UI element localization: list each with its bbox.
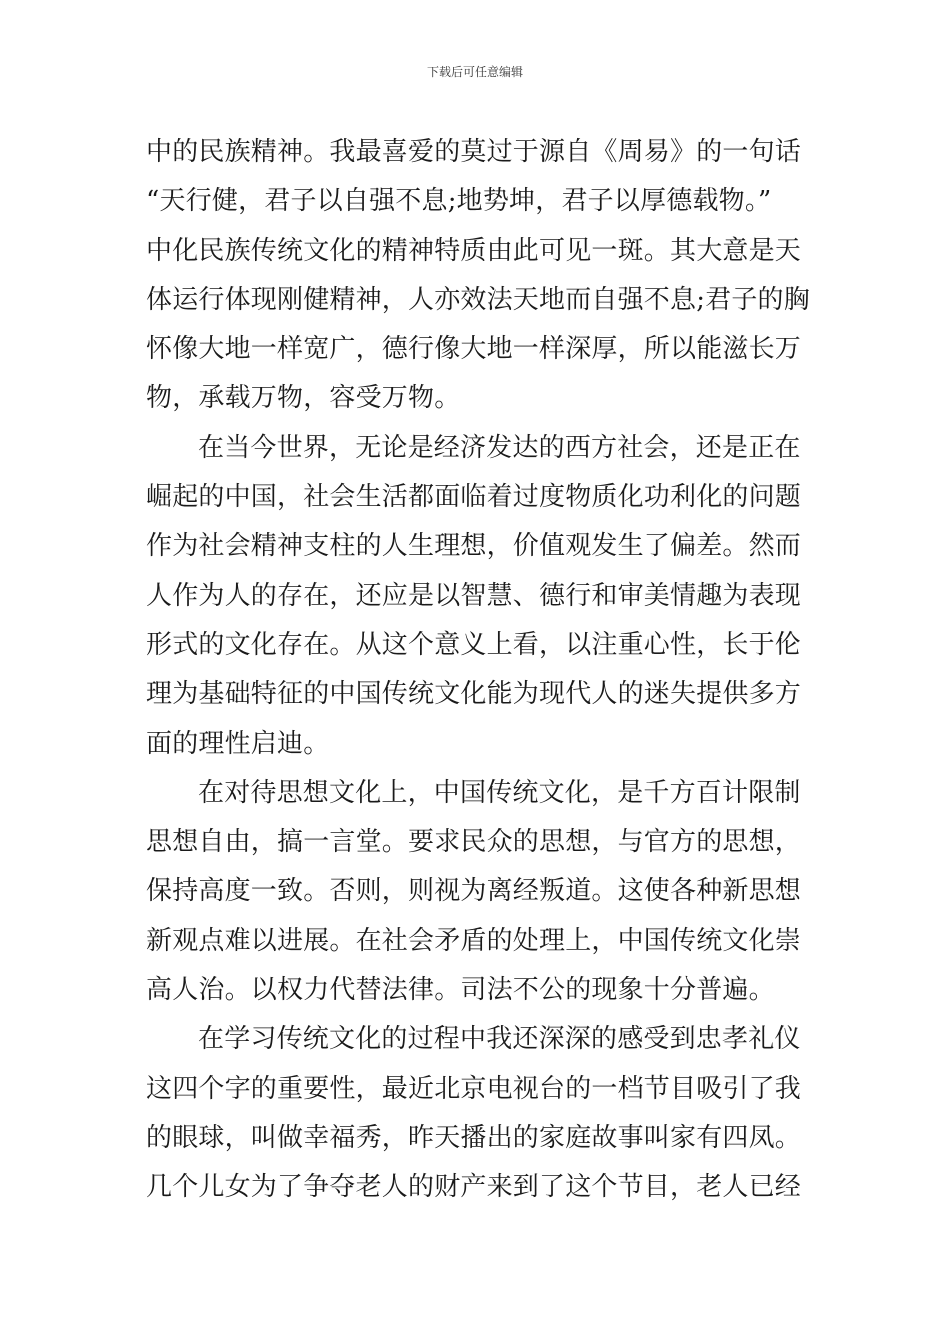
page-header: 下载后可任意编辑 [426, 65, 523, 79]
text-line: 中化民族传统文化的精神特质由此可见一斑。其大意是天 [146, 235, 802, 266]
text-line: 在当今世界，无论是经济发达的西方社会，还是正在 [198, 432, 801, 463]
text-line: “天行健，君子以自强不息;地势坤，君子以厚德载物。” [146, 186, 772, 217]
text-line: 的眼球，叫做幸福秀，昨天播出的家庭故事叫家有四凤。 [146, 1122, 802, 1153]
document-body [146, 128, 808, 1213]
text-line: 保持高度一致。否则，则视为离经叛道。这使各种新思想 [146, 876, 802, 907]
text-line: 新观点难以进展。在社会矛盾的处理上，中国传统文化崇 [146, 925, 802, 956]
text-line: 思想自由，搞一言堂。要求民众的思想，与官方的思想， [146, 827, 802, 858]
text-line: 理为基础特征的中国传统文化能为现代人的迷失提供多方 [146, 679, 802, 710]
text-line: 作为社会精神支柱的人生理想，价值观发生了偏差。然而 [146, 531, 802, 562]
text-line: 体运行体现刚健精神，人亦效法天地而自强不息;君子的胸 [146, 284, 810, 315]
text-line: 几个儿女为了争夺老人的财产来到了这个节目，老人已经 [146, 1172, 802, 1203]
text-line: 在学习传统文化的过程中我还深深的感受到忠孝礼仪 [198, 1024, 801, 1055]
text-line: 物，承载万物，容受万物。 [146, 383, 461, 414]
text-line: 这四个字的重要性，最近北京电视台的一档节目吸引了我 [146, 1073, 802, 1104]
text-line: 高人治。以权力代替法律。司法不公的现象十分普遍。 [146, 975, 775, 1006]
text-line: 中的民族精神。我最喜爱的莫过于源自《周易》的一句话 [146, 137, 802, 167]
text-line: 形式的文化存在。从这个意义上看，以注重心性，长于伦 [146, 629, 802, 660]
text-line: 崛起的中国，社会生活都面临着过度物质化功利化的问题 [146, 482, 802, 513]
text-line: 在对待思想文化上，中国传统文化，是千方百计限制 [198, 777, 801, 808]
text-line: 面的理性启迪。 [146, 728, 330, 759]
text-line: 人作为人的存在，还应是以智慧、德行和审美情趣为表现 [146, 580, 802, 611]
text-line: 怀像大地一样宽广，德行像大地一样深厚，所以能滋长万 [146, 334, 802, 365]
